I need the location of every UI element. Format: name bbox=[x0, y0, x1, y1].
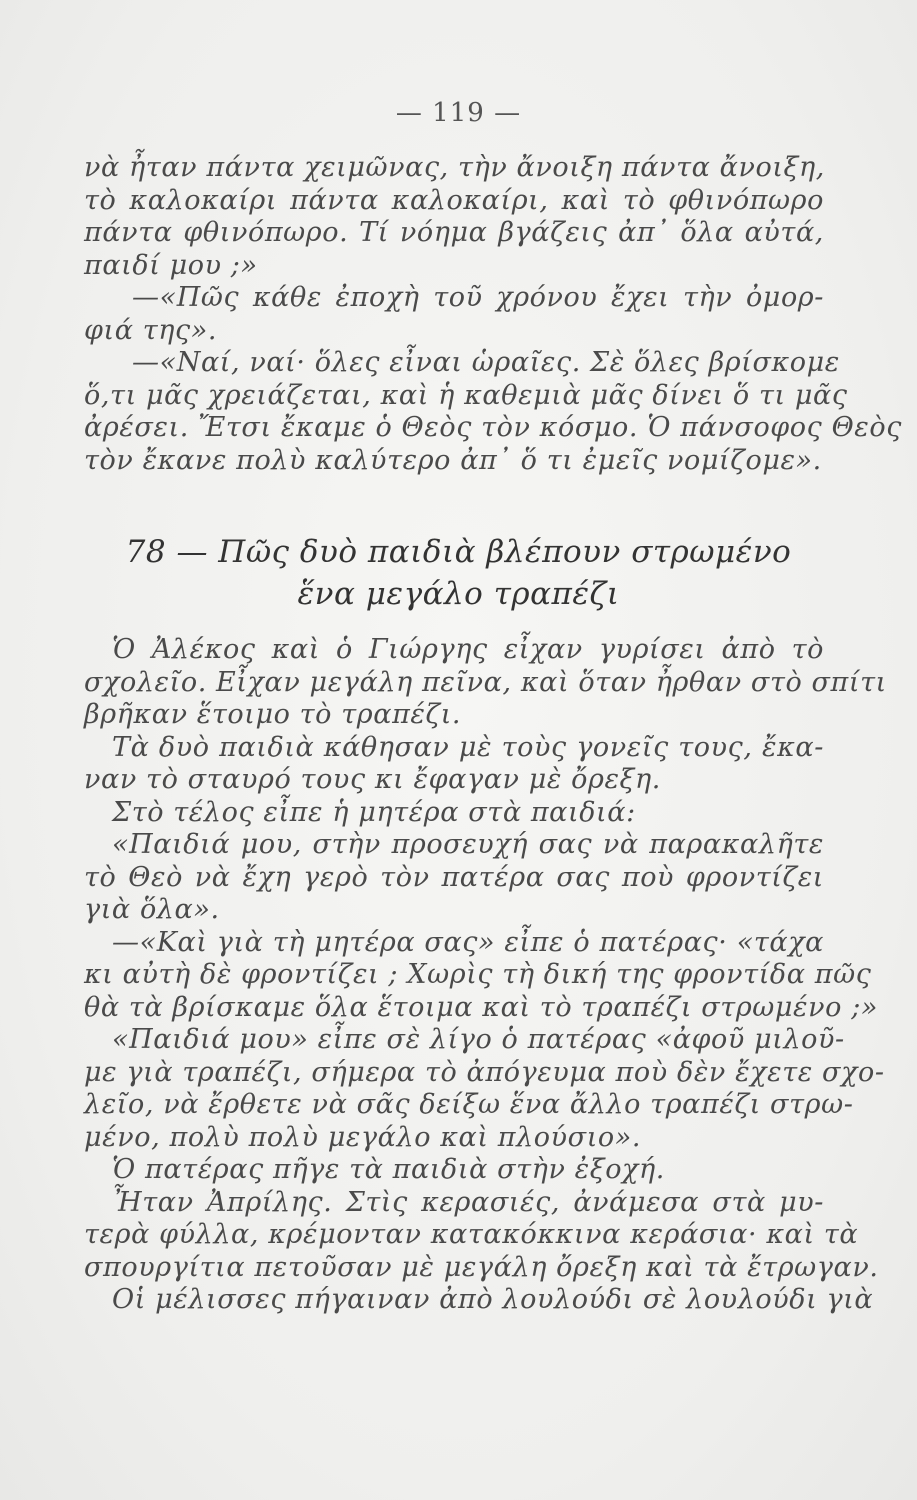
text-line: —«Καὶ γιὰ τὴ μητέρα σας» εἶπε ὁ πατέρας· «τάχα bbox=[112, 926, 824, 958]
text-line: βρῆκαν ἕτοιμο τὸ τραπέζι. bbox=[84, 699, 462, 730]
text-line: σπουργίτια πετοῦσαν μὲ μεγάλη ὄρεξη καὶ τὰ ἔτρωγαν. bbox=[84, 1251, 879, 1283]
text-line: μένο, πολὺ πολὺ μεγάλο καὶ πλούσιο». bbox=[84, 1121, 642, 1153]
text-line: τερὰ φύλλα, κρέμονταν κατακόκκινα κεράσια· καὶ τὰ bbox=[84, 1219, 859, 1250]
text-line: τὸ Θεὸ νὰ ἔχη γερὸ τὸν πατέρα σας ποὺ φροντίζει bbox=[84, 861, 824, 893]
text-block-chapter bbox=[84, 634, 887, 1317]
text-line: ἀρέσει. Ἔτσι ἔκαμε ὁ Θεὸς τὸν κόσμο. Ὁ πάνσοφος Θεὸς bbox=[84, 412, 902, 443]
text-line: ναν τὸ σταυρό τους κι ἔφαγαν μὲ ὄρεξη. bbox=[84, 764, 661, 795]
text-line: ὅ,τι μᾶς χρειάζεται, καὶ ἡ καθεμιὰ μᾶς δίνει ὅ τι μᾶς bbox=[84, 379, 848, 411]
text-line: γιὰ ὅλα». bbox=[84, 894, 220, 925]
text-line: —«Ναί, ναί· ὅλες εἶναι ὡραῖες. Σὲ ὅλες βρίσκομε bbox=[132, 347, 840, 378]
text-line: «Παιδιά μου, στὴν προσευχή σας νὰ παρακαλῆτε bbox=[112, 829, 824, 860]
text-line: «Παιδιά μου» εἶπε σὲ λίγο ὁ πατέρας «ἀφοῦ μιλοῦ- bbox=[112, 1024, 845, 1055]
text-line: Ὁ πατέρας πῆγε τὰ παιδιὰ στὴν ἐξοχή. bbox=[112, 1154, 665, 1185]
text-line: Στὸ τέλος εἶπε ἡ μητέρα στὰ παιδιά: bbox=[112, 796, 636, 828]
text-line: φιά της». bbox=[84, 314, 218, 346]
text-line: θὰ τὰ βρίσκαμε ὅλα ἕτοιμα καὶ τὸ τραπέζι στρωμένο ;» bbox=[84, 991, 879, 1023]
text-line: λεῖο, νὰ ἔρθετε νὰ σᾶς δείξω ἕνα ἄλλο τραπέζι στρω- bbox=[84, 1089, 854, 1120]
text-line: τὸ καλοκαίρι πάντα καλοκαίρι, καὶ τὸ φθινόπωρο bbox=[84, 184, 824, 216]
text-block-continuation bbox=[84, 152, 902, 477]
chapter-heading-line-2: ἕνα μεγάλο τραπέζι bbox=[297, 576, 620, 612]
text-line: Ὁ Ἀλέκος καὶ ὁ Γιώργης εἶχαν γυρίσει ἀπὸ τὸ bbox=[112, 634, 824, 665]
text-line: σχολεῖο. Εἶχαν μεγάλη πεῖνα, καὶ ὅταν ἦρθαν στὸ σπίτι bbox=[84, 666, 887, 698]
text-line: —«Πῶς κάθε ἐποχὴ τοῦ χρόνου ἔχει τὴν ὀμορ- bbox=[132, 282, 824, 313]
text-line: τὸν ἔκανε πολὺ καλύτερο ἀπ᾽ ὅ τι ἐμεῖς νομίζομε». bbox=[84, 444, 822, 476]
text-line: νὰ ἦταν πάντα χειμῶνας, τὴν ἄνοιξη πάντα ἄνοιξη, bbox=[84, 152, 825, 183]
text-line: Οἱ μέλισσες πήγαιναν ἀπὸ λουλούδι σὲ λουλούδι γιὰ bbox=[112, 1284, 874, 1315]
page-number: — 119 — bbox=[395, 98, 522, 128]
text-line: Ἦταν Ἀπρίλης. Στὶς κερασιές, ἀνάμεσα στὰ μυ- bbox=[112, 1186, 824, 1218]
text-line: Τὰ δυὸ παιδιὰ κάθησαν μὲ τοὺς γονεῖς τους, ἔκα- bbox=[112, 731, 824, 763]
text-line: με γιὰ τραπέζι, σήμερα τὸ ἀπόγευμα ποὺ δὲν ἔχετε σχο- bbox=[84, 1056, 885, 1088]
chapter-heading-line-1: 78 — Πῶς δυὸ παιδιὰ βλέπουν στρωμένο bbox=[125, 534, 792, 570]
text-line: κι αὐτὴ δὲ φροντίζει ; Χωρὶς τὴ δική της φροντίδα πῶς bbox=[84, 959, 872, 990]
text-line: παιδί μου ;» bbox=[84, 249, 258, 281]
text-line: πάντα φθινόπωρο. Τί νόημα βγάζεις ἀπ᾽ ὅλα αὐτά, bbox=[84, 217, 824, 248]
